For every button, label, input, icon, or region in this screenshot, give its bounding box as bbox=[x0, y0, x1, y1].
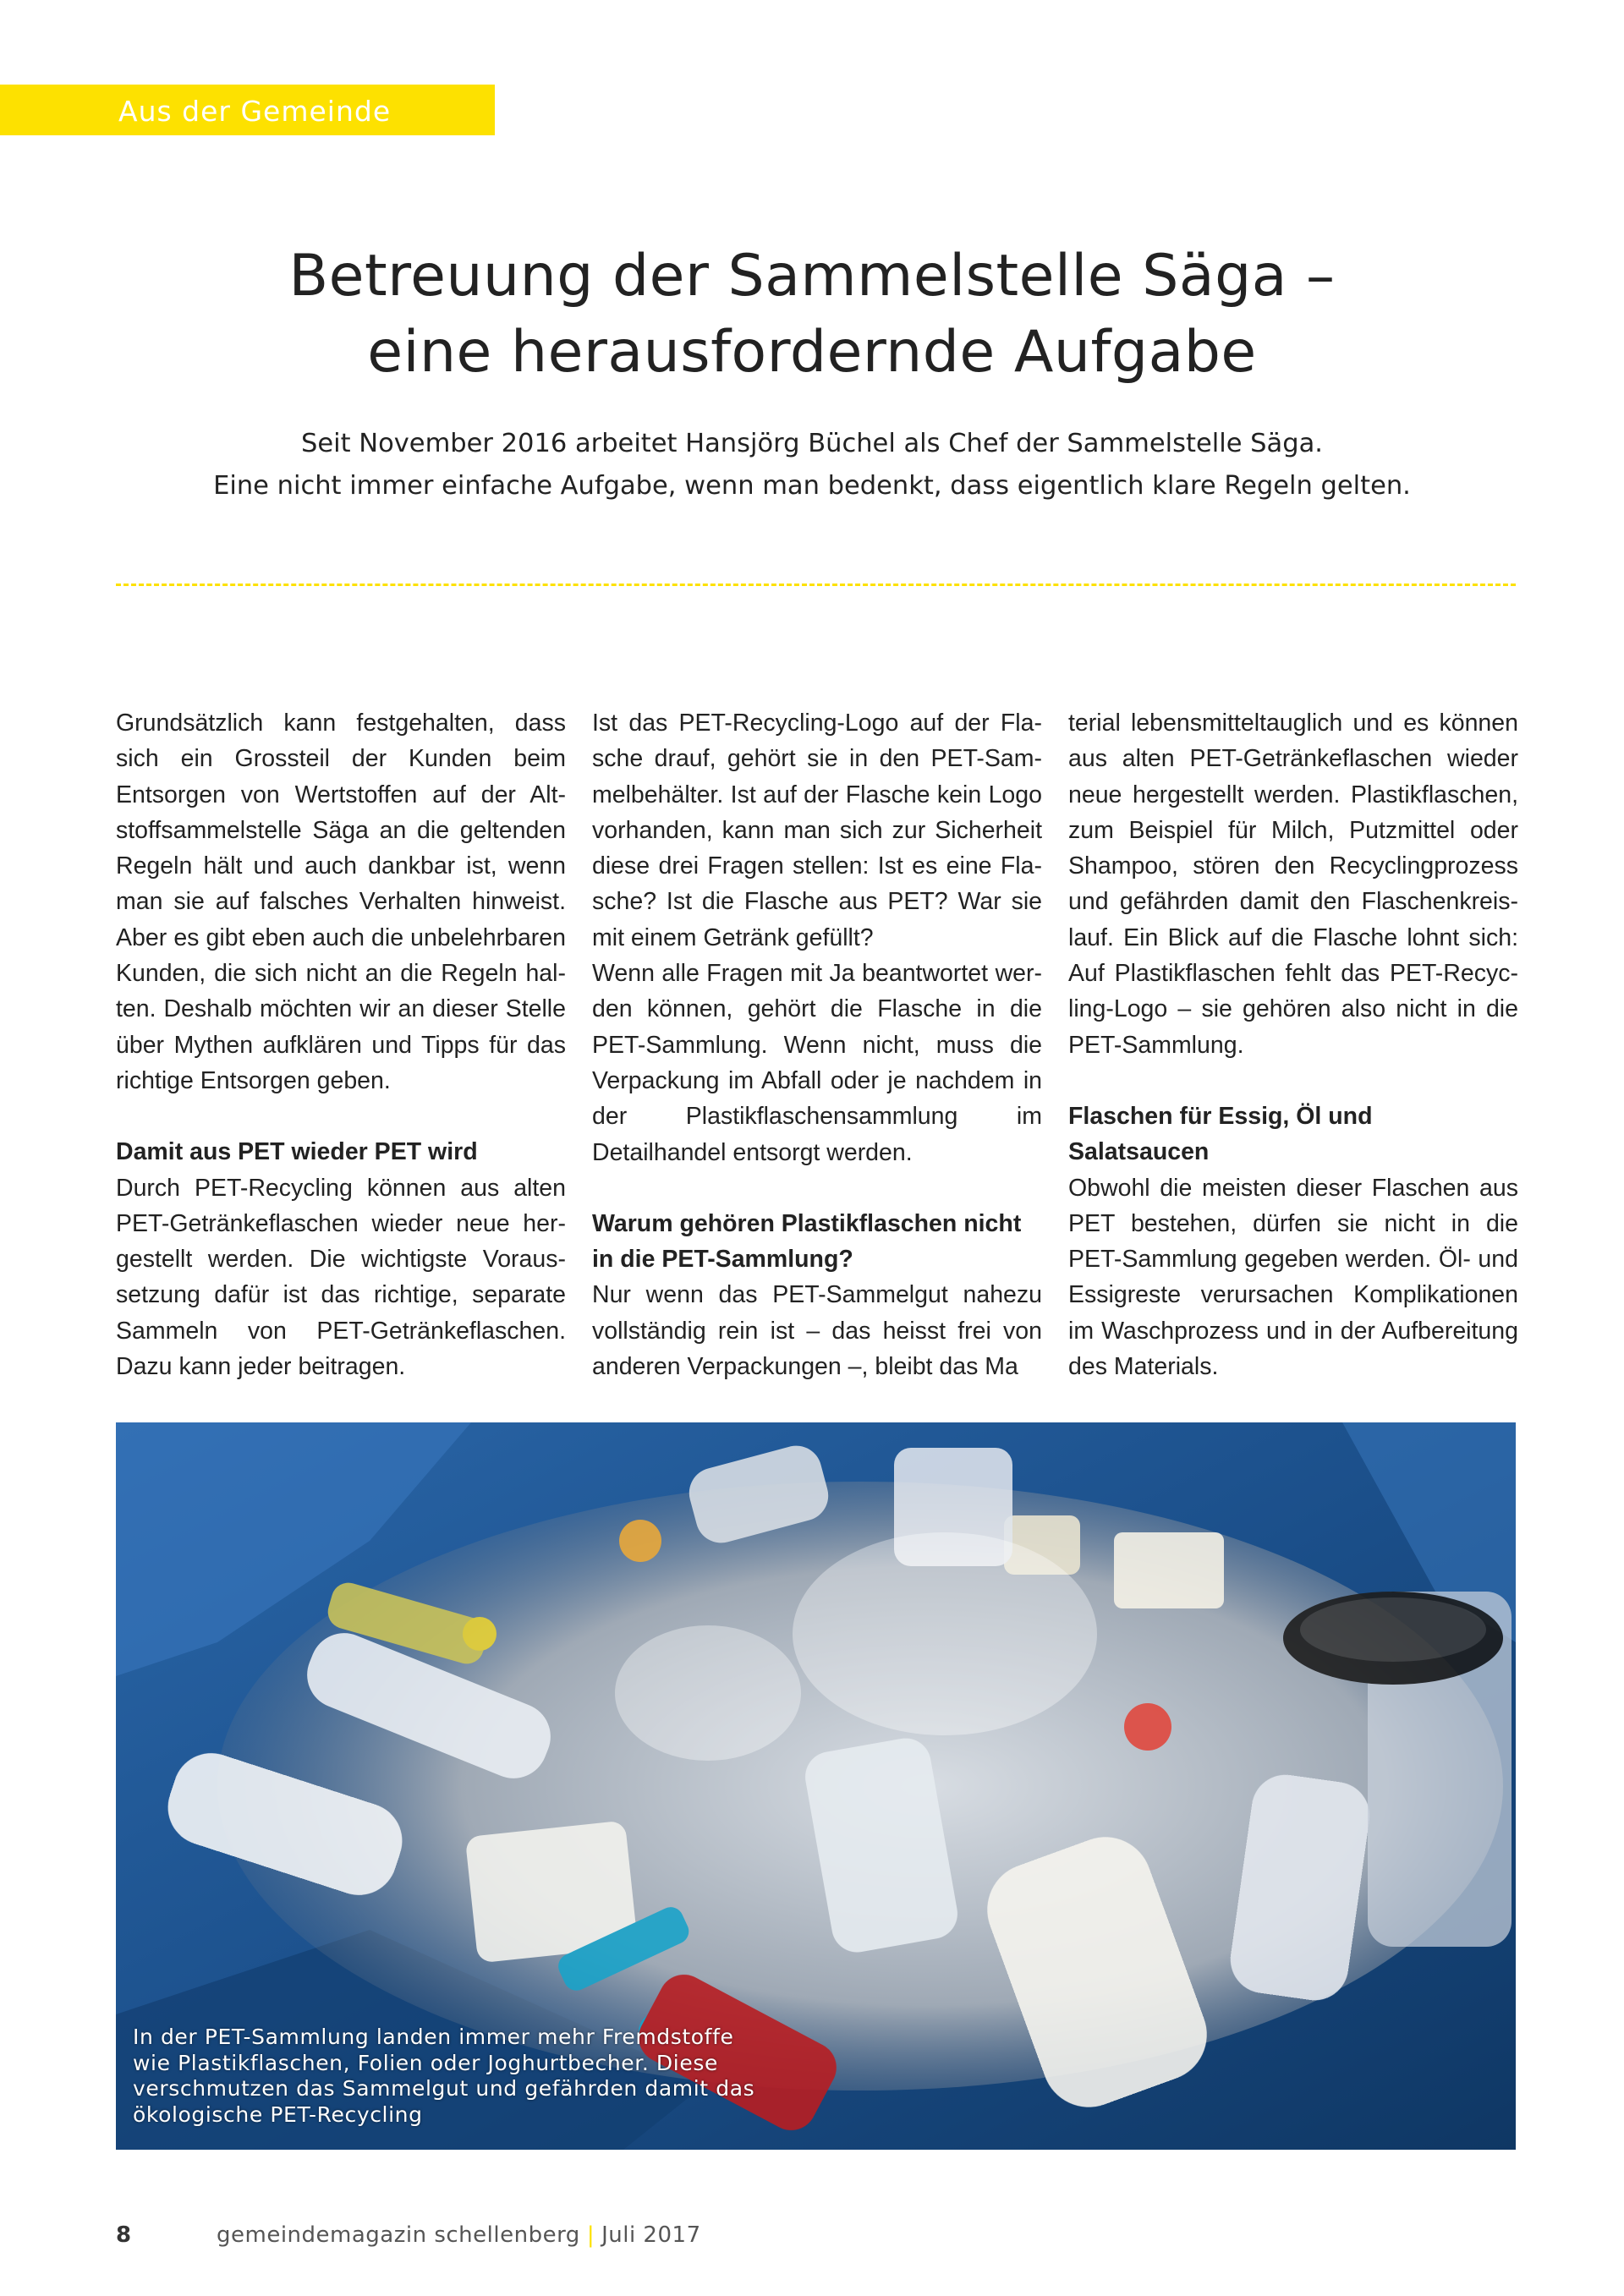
lead-line-1: Seit November 2016 arbeitet Hansjörg Büchel als Chef der Sammelstelle Säga. bbox=[301, 429, 1323, 458]
lead-line-2: Eine nicht immer einfache Aufgabe, wenn man bedenkt, dass eigentlich klare Regeln gelten. bbox=[213, 471, 1411, 501]
photo-caption bbox=[133, 2025, 826, 2128]
text-column-3 bbox=[1068, 705, 1518, 1384]
caption-line: In der PET-Sammlung landen immer mehr Fremdstoffe bbox=[133, 2025, 734, 2049]
title-line-1: Betreuung der Sammelstelle Säga – bbox=[288, 243, 1336, 310]
subheading: Damit aus PET wieder PET wird bbox=[116, 1138, 478, 1166]
footer-separator: | bbox=[586, 2222, 595, 2248]
paragraph: terial lebensmitteltauglich und es können aus alten PET-Getränkeflaschen wieder neue hergestellt werden. Plastikflaschen, zum Beispiel für Milch, Putzmittel oder Shampoo, stören den Recyclingprozess und gefährden damit den Flaschenkreislauf. Ein Blick auf die Flasche lohnt sich: Auf Plastikflaschen fehlt das PET-Recycling-Logo – sie gehören also nicht in die PET-Sammlung. bbox=[1068, 710, 1518, 1059]
text-column-2 bbox=[592, 705, 1042, 1384]
article-title bbox=[0, 238, 1624, 391]
caption-line: wie Plastikflaschen, Folien oder Joghurtbecher. Diese bbox=[133, 2050, 718, 2075]
article-photo bbox=[116, 1422, 1516, 2150]
caption-line: verschmutzen das Sammelgut und gefährden damit das bbox=[133, 2076, 755, 2101]
subheading: Flaschen für Essig, Öl und Salatsaucen bbox=[1068, 1102, 1373, 1166]
paragraph: Grundsätzlich kann festgehalten, dass sich ein Grossteil der Kunden beim Entsorgen von Wertstoffen auf der Altstoffsammelstelle Säga an die geltenden Regeln hält und auch dankbar ist, wenn man sie auf falsches Verhalten hinweist. Aber es gibt eben auch die unbelehrbaren Kunden, die sich nicht an die Regeln halten. Deshalb möchten wir an dieser Stelle über Mythen aufklären und Tipps für das richtige Entsorgen geben. bbox=[116, 710, 566, 1094]
paragraph: Obwohl die meisten dieser Flaschen aus PET bestehen, dürfen sie nicht in die PET-Sammlung gegeben werden. Öl- und Essigreste verursachen Komplikationen im Waschprozess und in der Aufbereitung des Materials. bbox=[1068, 1174, 1518, 1381]
footer-publication bbox=[217, 2222, 701, 2248]
section-label: Aus der Gemeinde bbox=[118, 95, 392, 128]
subheading: Warum gehören Plastikflaschen nicht in die PET-Sammlung? bbox=[592, 1209, 1022, 1274]
paragraph: Durch PET-Recycling können aus alten PET-Getränkeflaschen wieder neue hergestellt werden. Die wichtigste Voraussetzung dafür ist das richtige, separate Sammeln von PET-Getränkeflaschen. Dazu kann jeder beitragen. bbox=[116, 1174, 566, 1381]
text-column-1 bbox=[116, 705, 566, 1384]
paragraph: Nur wenn das PET-Sammelgut nahezu vollständig rein ist – das heisst frei von anderen Verpackungen –, bleibt das Ma bbox=[592, 1281, 1042, 1381]
section-banner bbox=[0, 85, 495, 135]
paragraph: Ist das PET-Recycling-Logo auf der Flasche drauf, gehört sie in den PET-Sammelbehälter. Ist auf der Flasche kein Logo vorhanden, kann man sich zur Sicherheit diese drei Fragen stellen: Ist es eine Flasche? Ist die Flasche aus PET? War sie mit einem Getränk gefüllt? bbox=[592, 710, 1042, 951]
dashed-divider bbox=[116, 584, 1516, 586]
article-lead bbox=[0, 423, 1624, 507]
publication-name: gemeindemagazin schellenberg bbox=[217, 2222, 580, 2248]
issue-date: Juli 2017 bbox=[601, 2222, 701, 2248]
caption-line: ökologische PET-Recycling bbox=[133, 2101, 423, 2127]
paragraph: Wenn alle Fragen mit Ja beantwortet werden können, gehört die Flasche in die PET-Sammlung. Wenn nicht, muss die Verpackung im Abfall oder je nachdem in der Plastikflaschensammlung im Detailhandel entsorgt werden. bbox=[592, 960, 1042, 1166]
page-number: 8 bbox=[116, 2222, 132, 2248]
title-line-2: eine herausfordernde Aufgabe bbox=[367, 319, 1257, 386]
